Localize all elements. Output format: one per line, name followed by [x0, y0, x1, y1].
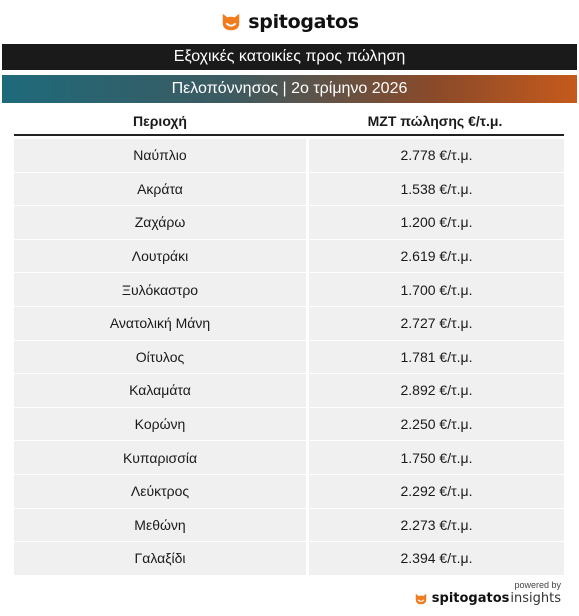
table-row — [14, 307, 564, 341]
table-row — [14, 441, 564, 475]
table-row — [14, 341, 564, 375]
region-cell: Οίτυλος — [14, 341, 306, 374]
page-subtitle: Πελοπόννησος | 2ο τρίμηνο 2026 — [2, 75, 577, 103]
region-cell: Μεθώνη — [14, 509, 306, 542]
region-cell: Καλαμάτα — [14, 374, 306, 407]
table-row — [14, 273, 564, 307]
region-cell: Κυπαρισσία — [14, 441, 306, 474]
table-row — [14, 240, 564, 274]
table-row — [14, 206, 564, 240]
price-cell: 2.273 €/τ.μ. — [309, 509, 564, 542]
table-header — [14, 108, 564, 136]
region-cell: Ναύπλιο — [14, 139, 306, 172]
cat-logo-icon — [414, 592, 428, 606]
price-cell: 1.750 €/τ.μ. — [309, 441, 564, 474]
price-cell: 2.394 €/τ.μ. — [309, 542, 564, 575]
table-row — [14, 408, 564, 442]
cat-logo-icon — [220, 11, 242, 33]
brand-name: spitogatos — [248, 11, 359, 33]
page-title: Εξοχικές κατοικίες προς πώληση — [2, 44, 577, 70]
price-cell: 2.619 €/τ.μ. — [309, 240, 564, 273]
footer-brand-name: spitogatos — [431, 591, 510, 606]
table-body — [14, 139, 564, 576]
brand-logo — [0, 9, 579, 35]
region-cell: Κορώνη — [14, 408, 306, 441]
price-cell: 2.292 €/τ.μ. — [309, 475, 564, 508]
region-cell: Ανατολική Μάνη — [14, 307, 306, 340]
table-row — [14, 542, 564, 576]
price-cell: 1.538 €/τ.μ. — [309, 173, 564, 206]
price-cell: 2.250 €/τ.μ. — [309, 408, 564, 441]
region-cell: Λεύκτρος — [14, 475, 306, 508]
region-cell: Ξυλόκαστρο — [14, 273, 306, 306]
table-row — [14, 139, 564, 173]
price-cell: 2.778 €/τ.μ. — [309, 139, 564, 172]
powered-by-label: powered by — [514, 580, 561, 590]
region-cell: Γαλαξίδι — [14, 542, 306, 575]
column-header-price: ΜΖΤ πώλησης €/τ.μ. — [367, 113, 503, 129]
price-cell: 1.781 €/τ.μ. — [309, 341, 564, 374]
region-cell: Ζαχάρω — [14, 206, 306, 239]
table-row — [14, 475, 564, 509]
table-row — [14, 509, 564, 543]
price-cell: 1.200 €/τ.μ. — [309, 206, 564, 239]
column-header-region: Περιοχή — [133, 113, 187, 129]
region-cell: Ακράτα — [14, 173, 306, 206]
footer-logo — [414, 591, 561, 606]
table-row — [14, 173, 564, 207]
region-cell: Λουτράκι — [14, 240, 306, 273]
price-cell: 1.700 €/τ.μ. — [309, 273, 564, 306]
table-row — [14, 374, 564, 408]
price-cell: 2.727 €/τ.μ. — [309, 307, 564, 340]
price-cell: 2.892 €/τ.μ. — [309, 374, 564, 407]
footer-product-name: insights — [510, 591, 561, 606]
